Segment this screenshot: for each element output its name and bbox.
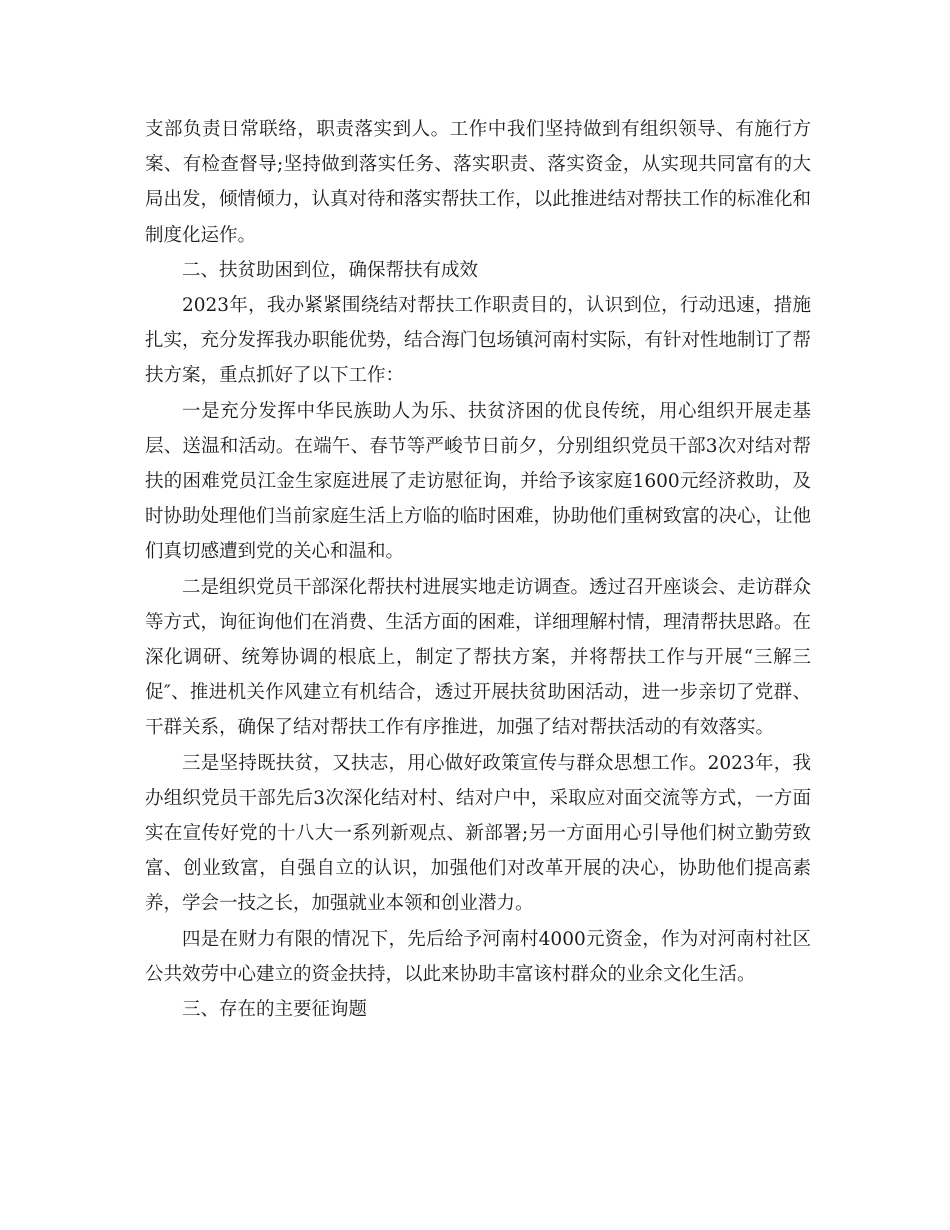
section-heading-2: 二、扶贫助困到位，确保帮扶有成效 — [182, 259, 479, 281]
paragraph-item-1: 一是充分发挥中华民族助人为乐、扶贫济困的优良传统，用心组织开展走基层、送温和活动。在端午、春节等严峻节日前夕，分别组织党员干部3次对结对帮扶的困难党员江金生家庭进展了走访慰征询，并给予该家庭1600元经济救助，及时协助处理他们当前家庭生活上方临的临时困难，协助他们重树致富的决心，让他们真切感遭到党的关心和温和。 — [145, 400, 812, 563]
paragraph-item-2: 二是组织党员干部深化帮扶村进展实地走访调查。透过召开座谈会、走访群众等方式，询征询他们在消费、生活方面的困难，详细理解村情，理清帮扶思路。在深化调研、统筹协调的根底上，制定了帮扶方案，并将帮扶工作与开展“三解三促″、推进机关作风建立有机结合，透过开展扶贫助困活动，进一步亲切了党群、干群关系，确保了结对帮扶工作有序推进，加强了结对帮扶活动的有效落实。 — [145, 576, 812, 739]
document-body — [145, 112, 811, 1027]
paragraph-item-3: 三是坚持既扶贫，又扶志，用心做好政策宣传与群众思想工作。2023年，我办组织党员干部先后3次深化结对村、结对户中，采取应对面交流等方式，一方面实在宣传好党的十八大一系列新观点、新部署;另一方面用心引导他们树立勤劳致富、创业致富，自强自立的认识，加强他们对改革开展的决心，协助他们提高素养，学会一技之长，加强就业本领和创业潜力。 — [145, 752, 811, 915]
paragraph-item-4: 四是在财力有限的情况下，先后给予河南村4000元资金，作为对河南村社区公共效劳中心建立的资金扶持，以此来协助丰富该村群众的业余文化生活。 — [145, 928, 811, 985]
section-heading-3: 三、存在的主要征询题 — [182, 999, 368, 1021]
paragraph-intro: 2023年，我办紧紧围绕结对帮扶工作职责目的，认识到位，行动迅速，措施扎实，充分发挥我办职能优势，结合海门包场镇河南村实际，有针对性地制订了帮扶方案，重点抓好了以下工作： — [145, 295, 812, 387]
paragraph-continued: 支部负责日常联络，职责落实到人。工作中我们坚持做到有组织领导、有施行方案、有检查督导;坚持做到落实任务、落实职责、落实资金，从实现共同富有的大局出发，倾情倾力，认真对待和落实帮扶工作，以此推进结对帮扶工作的标准化和制度化运作。 — [145, 119, 812, 246]
